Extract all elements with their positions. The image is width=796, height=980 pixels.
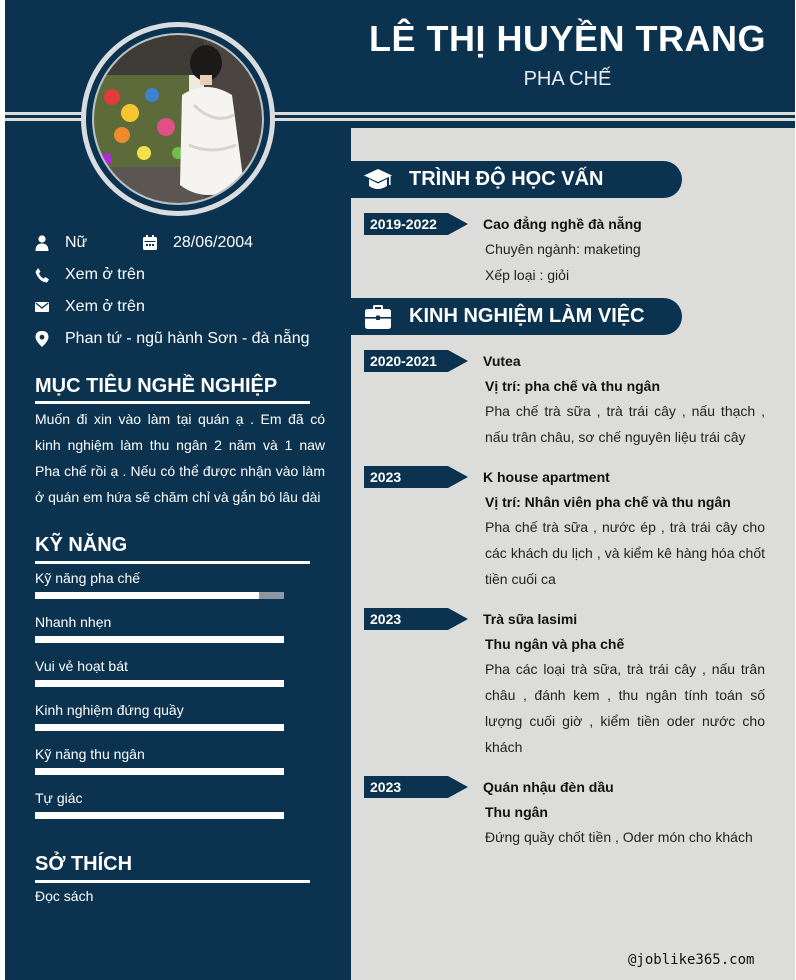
job-company: Trà sữa lasimi xyxy=(483,611,578,627)
objective-text: Muốn đi xin vào làm tại quán ạ . Em đã có kinh nghiệm làm thu ngân 2 năm và 1 naw Pha chế rồi ạ . Nếu có thể được nhận vào làm ở quán em hứa sẽ chăm chỉ và gắn bó lâu dài xyxy=(35,411,325,505)
mail-icon xyxy=(35,299,49,315)
skill-label: Kỹ năng pha chế xyxy=(35,570,141,586)
job-company: Vutea xyxy=(483,353,521,369)
skill-level-fill xyxy=(35,724,284,731)
job-date: 2020-2021 xyxy=(370,353,437,369)
skill-label: Nhanh nhẹn xyxy=(35,614,112,630)
education-date-tag xyxy=(364,213,468,235)
skill-label: Vui vẻ hoạt bát xyxy=(35,658,128,674)
address-row xyxy=(35,330,309,348)
phone-value: Xem ở trên xyxy=(65,266,145,283)
skill-level-fill xyxy=(35,768,284,775)
skill-level-bar xyxy=(35,680,284,687)
skill-level-bar xyxy=(35,636,284,643)
cv-page xyxy=(5,0,795,980)
email-row xyxy=(35,298,145,316)
candidate-name: LÊ THỊ HUYỀN TRANG xyxy=(368,18,766,59)
location-pin-icon xyxy=(35,331,49,347)
skill-level-fill xyxy=(35,680,284,687)
skill-label: Tự giác xyxy=(35,790,83,806)
address-value: Phan tứ - ngũ hành Sơn - đà nẵng xyxy=(65,330,310,347)
avatar-frame xyxy=(81,22,275,216)
education-major: Chuyên ngành: maketing xyxy=(485,241,641,257)
job-date: 2023 xyxy=(370,611,402,627)
phone-icon xyxy=(35,267,49,283)
job-company: Quán nhậu đèn dầu xyxy=(483,779,614,795)
skill-level-fill xyxy=(35,812,284,819)
job-date-tag xyxy=(364,466,468,488)
skill-level-fill xyxy=(35,592,259,599)
education-banner xyxy=(351,161,682,198)
experience-banner xyxy=(351,298,682,335)
objective-rule xyxy=(35,401,310,404)
job-description: Pha các loại trà sữa, trà trái cây , nấu trân châu , đánh kem , thu ngân tính toán số lượng cuối giờ , kiểm tiền oder nước cho khách xyxy=(485,661,765,755)
hobby-item: Đọc sách xyxy=(35,888,94,904)
skill-label: Kỹ năng thu ngân xyxy=(35,746,145,762)
job-position: Vị trí: Nhân viên pha chế và thu ngân xyxy=(485,494,731,510)
skill-level-bar xyxy=(35,724,284,731)
skills-title: KỸ NĂNG xyxy=(35,534,128,556)
job-description: Pha chế trà sữa , trà trái cây , nấu thạch , nấu trân châu, sơ chế nguyên liệu trái cây xyxy=(485,403,765,445)
phone-row xyxy=(35,266,145,284)
email-value: Xem ở trên xyxy=(65,298,145,315)
avatar-photo xyxy=(94,35,264,205)
watermark: @joblike365.com xyxy=(628,952,755,968)
job-company: K house apartment xyxy=(483,469,610,485)
gender-value: Nữ xyxy=(65,234,88,251)
job-date-tag xyxy=(364,608,468,630)
skill-level-bar xyxy=(35,812,284,819)
birthdate-row xyxy=(143,234,253,252)
objective-title: MỤC TIÊU NGHỀ NGHIỆP xyxy=(35,375,278,397)
education-title: TRÌNH ĐỘ HỌC VẤN xyxy=(409,168,604,190)
skill-level-fill xyxy=(35,636,284,643)
skill-level-bar xyxy=(35,592,284,599)
graduation-cap-icon xyxy=(363,167,393,193)
skill-label: Kinh nghiệm đứng quầy xyxy=(35,702,184,718)
job-date: 2023 xyxy=(370,779,402,795)
job-position: Thu ngân xyxy=(485,804,548,820)
job-position: Thu ngân và pha chế xyxy=(485,636,625,652)
job-description: Đứng quầy chốt tiền , Oder món cho khách xyxy=(485,829,753,845)
education-grade: Xếp loại : giỏi xyxy=(485,267,570,283)
hobbies-rule xyxy=(35,880,310,883)
skills-rule xyxy=(35,561,310,564)
job-date-tag xyxy=(364,350,468,372)
job-date: 2023 xyxy=(370,469,402,485)
job-date-tag xyxy=(364,776,468,798)
education-school: Cao đẳng nghề đà nẵng xyxy=(483,216,642,232)
education-date: 2019-2022 xyxy=(370,216,437,232)
calendar-icon xyxy=(143,235,157,251)
candidate-role: PHA CHẾ xyxy=(523,68,612,90)
hobbies-title: SỞ THÍCH xyxy=(35,853,133,875)
briefcase-icon xyxy=(363,304,393,330)
person-icon xyxy=(35,235,49,251)
skill-level-bar xyxy=(35,768,284,775)
gender-row xyxy=(35,234,87,252)
avatar xyxy=(92,33,264,205)
job-description: Pha chế trà sữa , nước ép , trà trái cây cho các khách du lịch , và kiểm kê hàng hóa chốt tiền cuối ca xyxy=(485,519,765,587)
experience-title: KINH NGHIỆM LÀM VIỆC xyxy=(409,305,645,327)
job-position: Vị trí: pha chế và thu ngân xyxy=(485,378,661,394)
birthdate-value: 28/06/2004 xyxy=(173,234,254,251)
